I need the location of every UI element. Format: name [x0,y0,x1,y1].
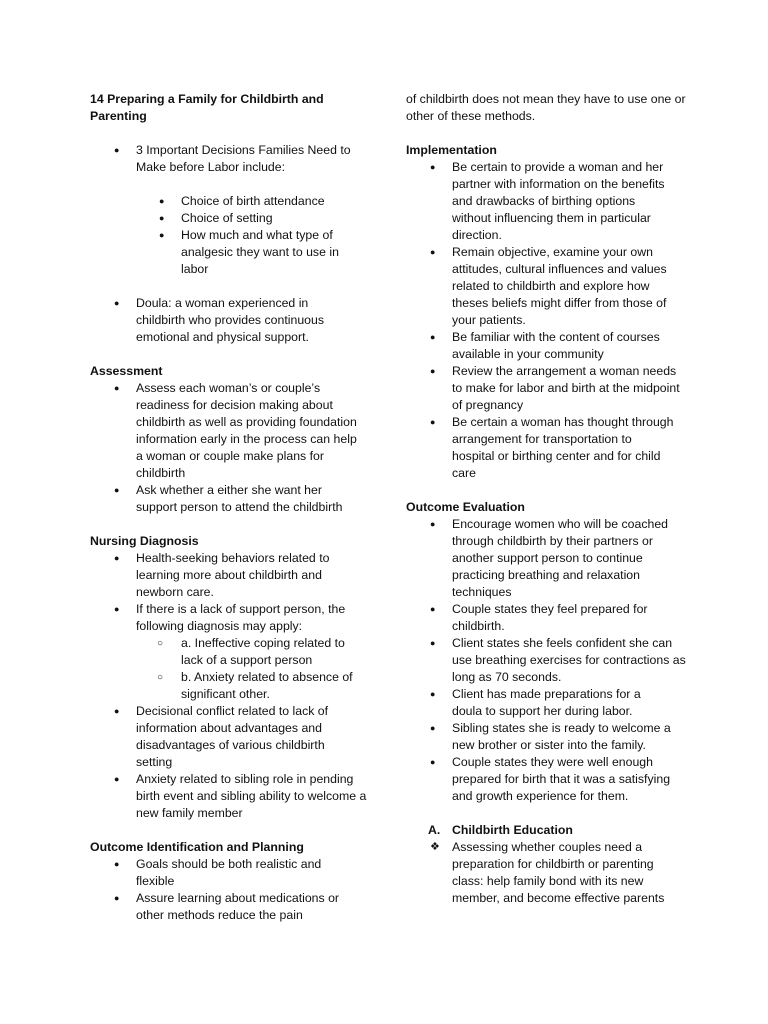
decisions-list [90,193,380,278]
diagnosis-item: ● Anxiety related to sibling role in pending birth event and sibling ability to welcome a new family member [90,771,372,822]
outcome-planning-heading: Outcome Identification and Planning [90,840,304,854]
assessment-item: ● Ask whether a either she want her support person to attend the childbirth [90,482,356,516]
evaluation-item: ● Sibling states she is ready to welcome a new brother or sister into the family. [406,720,687,754]
evaluation-item: ● Couple states they feel prepared for childbirth. [406,601,667,635]
implementation-heading: Implementation [406,143,497,157]
diagnosis-item: ● If there is a lack of support person, the following diagnosis may apply: [90,601,366,635]
right-column [406,91,686,907]
implementation-item: ● Review the arrangement a woman needs to make for labor and birth at the midpoint of pregnancy [406,363,682,414]
planning-item: ● Assure learning about medications or other methods reduce the pain [90,890,361,924]
document-title: 14 Preparing a Family for Childbirth and Parenting [90,92,324,123]
nursing-diagnosis-list [90,550,380,822]
outcome-evaluation-list [406,516,686,805]
evaluation-item: ● Client has made preparations for a doula to support her during labor. [406,686,667,720]
decisions-intro-list [90,142,380,176]
implementation-item: ● Be familiar with the content of courses available in your community [406,329,677,363]
doula-list [90,295,380,346]
decisions-intro: ● 3 Important Decisions Families Need to Make before Labor include: [90,142,366,176]
implementation-item: ● Be certain to provide a woman and her partner with information on the benefits and drawbacks of birthing options without influencing them in particular direction. [406,159,677,244]
continuation-text: of childbirth does not mean they have to use one or other of these methods. [406,92,686,123]
nursing-diagnosis-heading: Nursing Diagnosis [90,534,199,548]
doula-definition: ● Doula: a woman experienced in childbirth who provides continuous emotional and physical support. [90,295,332,346]
implementation-list [406,159,686,482]
outcome-evaluation-heading: Outcome Evaluation [406,500,525,514]
decision-item: ● How much and what type of analgesic they want to use in labor [90,227,361,278]
diagnosis-item: ● Health-seeking behaviors related to learning more about childbirth and newborn care. [90,550,346,601]
assessment-heading: Assessment [90,364,163,378]
planning-item: ● Goals should be both realistic and flexible [90,856,346,890]
childbirth-education-heading [406,822,686,839]
section-marker: A. [428,823,441,837]
implementation-item: ● Be certain a woman has thought through arrangement for transportation to hospital or birthing center and for child care [406,414,677,482]
education-item: ❖ Assessing whether couples need a preparation for childbirth or parenting class: help family bond with its new member, and become effective parents [406,839,682,907]
implementation-item: ● Remain objective, examine your own attitudes, cultural influences and values related to childbirth and explore how theses beliefs might differ from those of your patients. [406,244,682,329]
evaluation-item: ● Couple states they were well enough prepared for birth that it was a satisfying and growth experience for them. [406,754,687,805]
decision-item: ● Choice of setting [90,210,380,227]
diagnosis-subitem: ○ b. Anxiety related to absence of significant other. [90,669,371,703]
evaluation-item: ● Encourage women who will be coached through childbirth by their partners or another support person to continue practicing breathing and relaxation techniques [406,516,682,601]
diagnosis-subitem: ○ a. Ineffective coping related to lack of a support person [90,635,361,669]
left-column [90,91,380,924]
evaluation-item: ● Client states she feels confident she can use breathing exercises for contractions as long as 70 seconds. [406,635,692,686]
section-title: Childbirth Education [452,823,573,837]
assessment-item: ● Assess each woman’s or couple’s readiness for decision making about childbirth as well as providing foundation information early in the process can help a woman or couple make plans for childbirth [90,380,366,482]
decision-item: ● Choice of birth attendance [90,193,380,210]
outcome-planning-list [90,856,380,924]
diagnosis-item: ● Decisional conflict related to lack of information about advantages and disadvantages of various childbirth setting [90,703,346,771]
childbirth-education-section [406,822,686,907]
assessment-list [90,380,380,516]
